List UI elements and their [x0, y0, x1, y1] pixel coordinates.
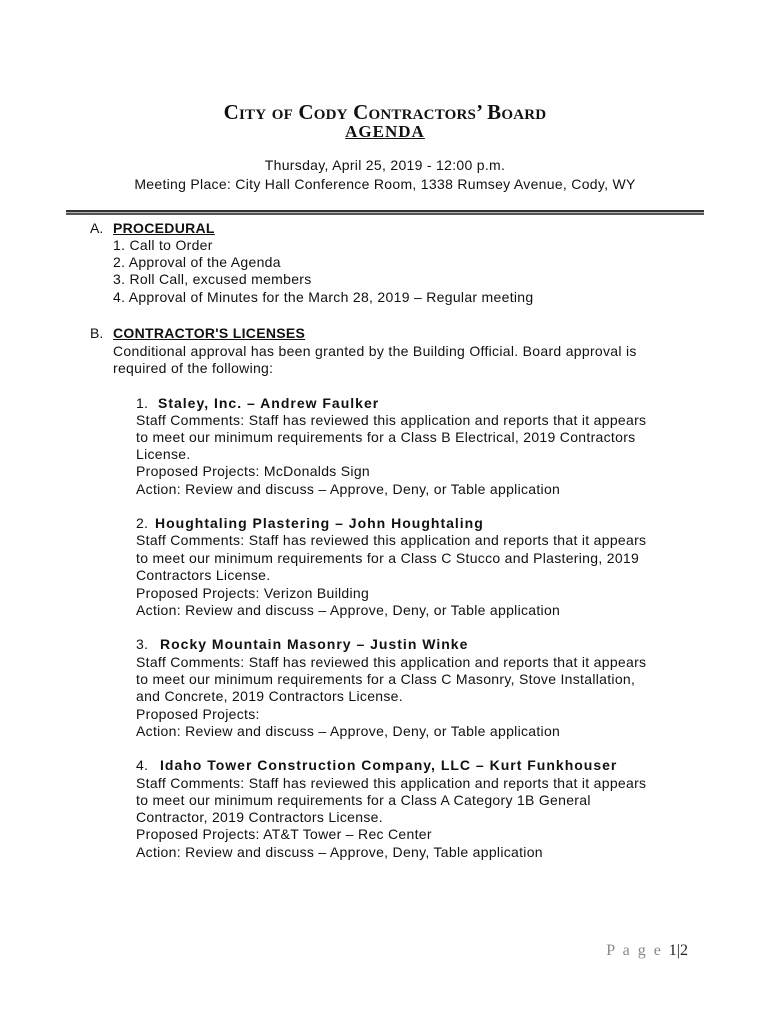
- license-3-number: 3.: [136, 636, 149, 652]
- license-1-comment: to meet our minimum requirements for a Class B Electrical, 2019 Contractors: [136, 429, 636, 445]
- page-number-footer: [606, 942, 688, 960]
- license-4-comment: Staff Comments: Staff has reviewed this application and reports that it appears: [136, 775, 647, 791]
- license-4-heading: Idaho Tower Construction Company, LLC – Kurt Funkhouser: [160, 757, 618, 773]
- license-1-action: Action: Review and discuss – Approve, Deny, or Table application: [136, 481, 561, 497]
- page-label: P a g e: [606, 942, 663, 959]
- page-total: 2: [680, 942, 688, 959]
- license-2-number: 2.: [136, 515, 149, 531]
- page-separator: |: [676, 942, 680, 959]
- license-1-comment: License.: [136, 446, 191, 462]
- license-1-projects: Proposed Projects: McDonalds Sign: [136, 463, 371, 479]
- license-4-comment: to meet our minimum requirements for a Class A Category 1B General: [136, 792, 591, 808]
- license-4-number: 4.: [136, 757, 149, 773]
- procedural-item: 1. Call to Order: [113, 237, 213, 253]
- section-b-letter: B.: [90, 325, 104, 341]
- license-2-projects: Proposed Projects: Verizon Building: [136, 585, 370, 601]
- procedural-item: 4. Approval of Minutes for the March 28, 2019 – Regular meeting: [113, 289, 534, 305]
- license-3-comment: and Concrete, 2019 Contractors License.: [136, 688, 403, 704]
- license-2-comment: to meet our minimum requirements for a Class C Stucco and Plastering, 2019: [136, 550, 640, 566]
- meeting-place: Meeting Place: City Hall Conference Room, 1338 Rumsey Avenue, Cody, WY: [134, 176, 636, 192]
- license-3-action: Action: Review and discuss – Approve, Deny, or Table application: [136, 723, 561, 739]
- document-subtitle: AGENDA: [345, 122, 425, 141]
- section-b-intro: required of the following:: [113, 360, 274, 376]
- license-3-comment: Staff Comments: Staff has reviewed this application and reports that it appears: [136, 654, 647, 670]
- license-3-projects: Proposed Projects:: [136, 706, 260, 722]
- license-3-heading: Rocky Mountain Masonry – Justin Winke: [160, 636, 469, 652]
- license-2-heading: Houghtaling Plastering – John Houghtaling: [155, 515, 484, 531]
- meeting-date: Thursday, April 25, 2019 - 12:00 p.m.: [264, 157, 506, 173]
- license-1-number: 1.: [136, 395, 149, 411]
- procedural-item: 2. Approval of the Agenda: [113, 254, 281, 270]
- procedural-item: 3. Roll Call, excused members: [113, 271, 312, 287]
- section-a-letter: A.: [90, 220, 104, 236]
- license-2-action: Action: Review and discuss – Approve, Deny, or Table application: [136, 602, 561, 618]
- license-3-comment: to meet our minimum requirements for a Class C Masonry, Stove Installation,: [136, 671, 636, 687]
- document-title: City of Cody Contractors’ Board: [223, 100, 547, 124]
- section-b-title: CONTRACTOR'S LICENSES: [113, 325, 306, 341]
- page-current: 1: [668, 942, 677, 959]
- license-2-comment: Staff Comments: Staff has reviewed this application and reports that it appears: [136, 532, 647, 548]
- license-4-action: Action: Review and discuss – Approve, Deny, Table application: [136, 844, 543, 860]
- license-4-projects: Proposed Projects: AT&T Tower – Rec Center: [136, 826, 432, 842]
- license-1-comment: Staff Comments: Staff has reviewed this application and reports that it appears: [136, 412, 647, 428]
- section-b-intro: Conditional approval has been granted by the Building Official. Board approval is: [113, 343, 637, 359]
- section-a-title: PROCEDURAL: [113, 220, 215, 236]
- license-4-comment: Contractor, 2019 Contractors License.: [136, 809, 383, 825]
- license-1-heading: Staley, Inc. – Andrew Faulker: [158, 395, 380, 411]
- license-2-comment: Contractors License.: [136, 567, 271, 583]
- header-divider: [66, 210, 704, 215]
